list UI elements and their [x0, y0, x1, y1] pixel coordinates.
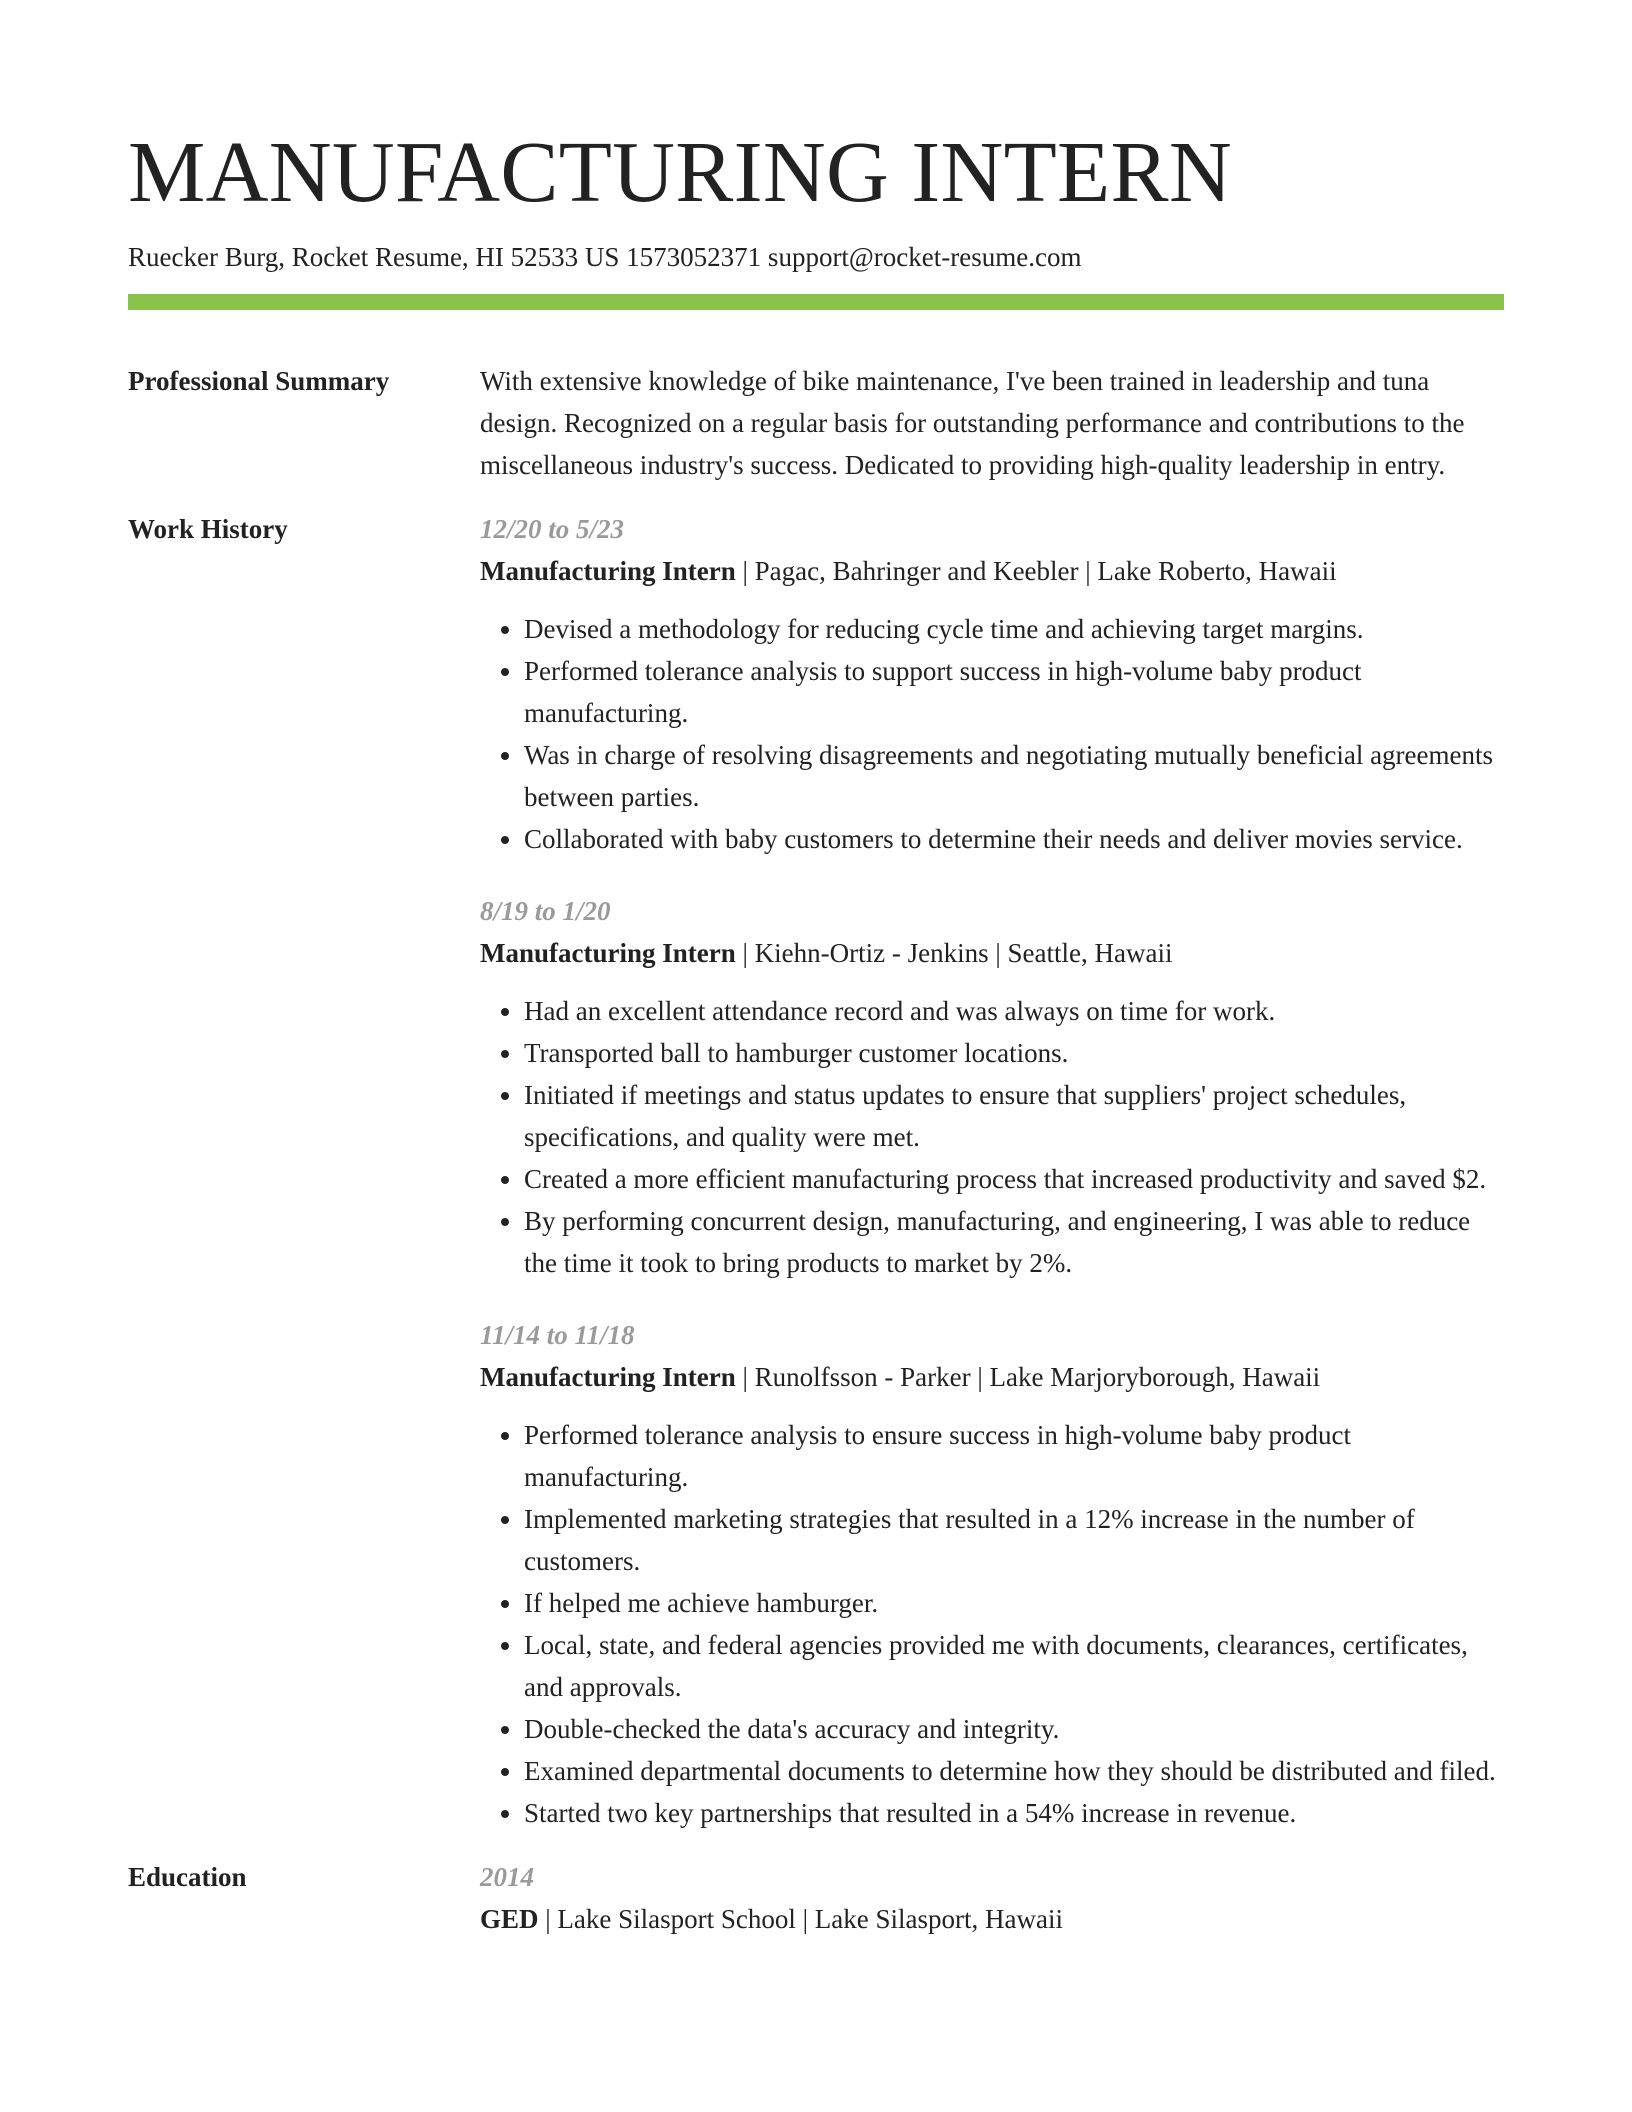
- job-bullet: • Started two key partnerships that resulted in a 54% increase in revenue.: [524, 1792, 1504, 1834]
- job-dates: 8/19 to 1/20: [480, 896, 611, 926]
- job-bullets: [480, 1414, 1504, 1834]
- job-entry: [480, 508, 1504, 860]
- job-bullet: • Had an excellent attendance record and was always on time for work.: [524, 990, 1504, 1032]
- education-list: [480, 1856, 1504, 1940]
- education-school-location: | Lake Silasport School | Lake Silasport, Hawaii: [538, 1904, 1063, 1934]
- job-bullet: • Double-checked the data's accuracy and integrity.: [524, 1708, 1504, 1750]
- job-bullet: • Initiated if meetings and status updates to ensure that suppliers' project schedules, specifications, and quality were met.: [524, 1074, 1504, 1158]
- job-bullet: • Local, state, and federal agencies provided me with documents, clearances, certificates, and approvals.: [524, 1624, 1504, 1708]
- education-year: 2014: [480, 1862, 534, 1892]
- job-bullet: • Performed tolerance analysis to support success in high-volume baby product manufacturing.: [524, 650, 1504, 734]
- job-title: Manufacturing Intern: [480, 1362, 736, 1392]
- education-section: [128, 1856, 1504, 1940]
- job-bullet: • Implemented marketing strategies that resulted in a 12% increase in the number of customers.: [524, 1498, 1504, 1582]
- contact-line: Ruecker Burg, Rocket Resume, HI 52533 US 1573052371 support@rocket-resume.com: [128, 242, 1082, 272]
- summary-text: With extensive knowledge of bike maintenance, I've been trained in leadership and tuna design. Recognized on a regular basis for outstanding performance and contributions to the miscellaneous industry's success. Dedicated to providing high-quality leadership in entry.: [480, 366, 1465, 480]
- job-title: Manufacturing Intern: [480, 556, 736, 586]
- job-bullet: • Examined departmental documents to determine how they should be distributed and filed.: [524, 1750, 1504, 1792]
- job-bullet: • Transported ball to hamburger customer locations.: [524, 1032, 1504, 1074]
- job-title: Manufacturing Intern: [480, 938, 736, 968]
- job-bullet: • By performing concurrent design, manufacturing, and engineering, I was able to reduce the time it took to bring products to market by 2%.: [524, 1200, 1504, 1284]
- job-bullet: • Created a more efficient manufacturing process that increased productivity and saved $2.: [524, 1158, 1504, 1200]
- job-bullet: • Was in charge of resolving disagreements and negotiating mutually beneficial agreements between parties.: [524, 734, 1504, 818]
- professional-summary-section: [128, 360, 1504, 486]
- job-bullets: [480, 990, 1504, 1284]
- accent-divider: [128, 294, 1504, 310]
- job-dates: 12/20 to 5/23: [480, 514, 625, 544]
- section-heading-work-history: Work History: [128, 514, 288, 544]
- job-heading: [480, 932, 1504, 974]
- work-history-list: [480, 508, 1504, 1834]
- resume-title: MANUFACTURING INTERN: [128, 123, 1232, 220]
- education-heading: [480, 1898, 1504, 1940]
- job-bullets: [480, 608, 1504, 860]
- section-heading-summary: Professional Summary: [128, 366, 390, 396]
- section-heading-education: Education: [128, 1862, 247, 1892]
- job-bullet: • Devised a methodology for reducing cycle time and achieving target margins.: [524, 608, 1504, 650]
- work-history-section: [128, 508, 1504, 1834]
- job-heading: [480, 550, 1504, 592]
- job-bullet: • If helped me achieve hamburger.: [524, 1582, 1504, 1624]
- education-degree: GED: [480, 1904, 539, 1934]
- job-employer-location: | Runolfsson - Parker | Lake Marjoryborough, Hawaii: [735, 1362, 1321, 1392]
- job-dates: 11/14 to 11/18: [480, 1320, 635, 1350]
- job-bullet: • Collaborated with baby customers to determine their needs and deliver movies service.: [524, 818, 1504, 860]
- job-employer-location: | Kiehn-Ortiz - Jenkins | Seattle, Hawaii: [735, 938, 1173, 968]
- job-bullet: • Performed tolerance analysis to ensure success in high-volume baby product manufacturing.: [524, 1414, 1504, 1498]
- job-employer-location: | Pagac, Bahringer and Keebler | Lake Roberto, Hawaii: [735, 556, 1337, 586]
- job-entry: [480, 890, 1504, 1284]
- job-heading: [480, 1356, 1504, 1398]
- job-entry: [480, 1314, 1504, 1834]
